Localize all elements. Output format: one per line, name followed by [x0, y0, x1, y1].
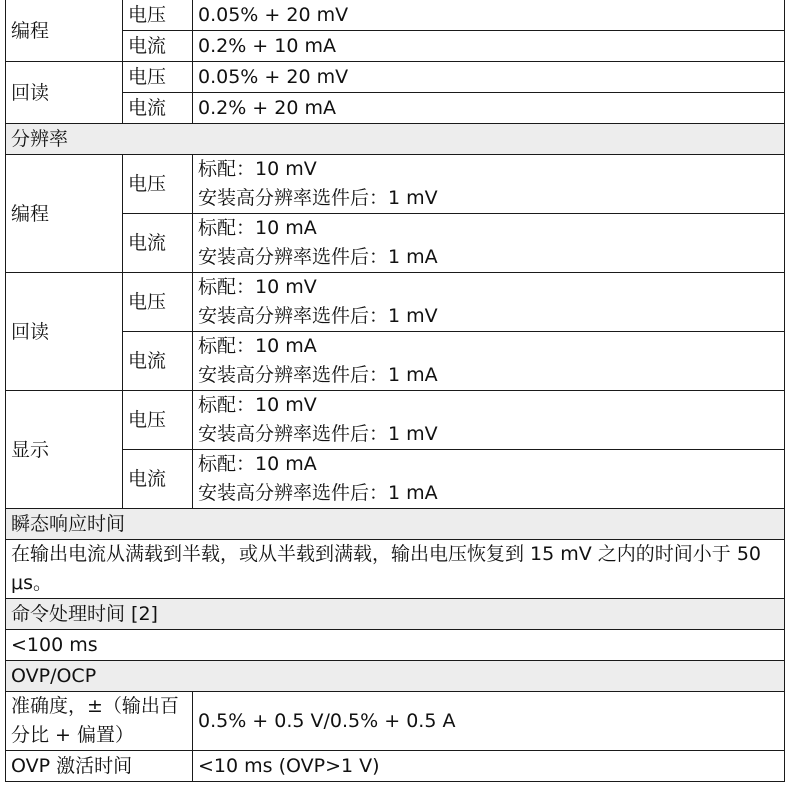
- voltage-label: 电压: [123, 391, 193, 450]
- section-title-command: 命令处理时间 [2]: [6, 599, 785, 630]
- voltage-label: 电压: [123, 0, 193, 31]
- option-value: 安装高分辨率选件后：1 mA: [198, 246, 438, 268]
- readback-current-accuracy: 0.2% + 20 mA: [193, 93, 785, 124]
- current-label: 电流: [123, 332, 193, 391]
- programming-voltage-accuracy: 0.05% + 20 mV: [193, 0, 785, 31]
- readback-voltage-accuracy: 0.05% + 20 mV: [193, 62, 785, 93]
- table-row: [6, 332, 785, 391]
- row-label-resolution-readback: 回读: [6, 273, 123, 391]
- section-header-row: [6, 661, 785, 692]
- current-label: 电流: [123, 93, 193, 124]
- current-label: 电流: [123, 31, 193, 62]
- standard-value: 标配：10 mV: [198, 394, 317, 416]
- resolution-value-cell: [193, 391, 785, 450]
- command-time-value: <100 ms: [6, 630, 785, 661]
- table-row: [6, 93, 785, 124]
- table-row: [6, 31, 785, 62]
- section-header-row: [6, 124, 785, 155]
- ovp-activation-value: <10 ms (OVP>1 V): [193, 751, 785, 782]
- section-title-ovp-ocp: OVP/OCP: [6, 661, 785, 692]
- row-label-programming: 编程: [6, 0, 123, 62]
- voltage-label: 电压: [123, 155, 193, 214]
- option-value: 安装高分辨率选件后：1 mV: [198, 423, 438, 445]
- table-row: [6, 214, 785, 273]
- option-value: 安装高分辨率选件后：1 mV: [198, 305, 438, 327]
- transient-description: 在输出电流从满载到半载，或从半载到满载，输出电压恢复到 15 mV 之内的时间小于 50 μs。: [6, 540, 785, 599]
- resolution-value-cell: [193, 214, 785, 273]
- table-row: [6, 391, 785, 450]
- row-label-resolution-programming: 编程: [6, 155, 123, 273]
- table-row: [6, 630, 785, 661]
- standard-value: 标配：10 mA: [198, 335, 317, 357]
- ovp-accuracy-label: 准确度，±（输出百分比 + 偏置）: [6, 692, 193, 751]
- table-row: [6, 0, 785, 31]
- standard-value: 标配：10 mV: [198, 158, 317, 180]
- option-value: 安装高分辨率选件后：1 mV: [198, 187, 438, 209]
- section-title-transient: 瞬态响应时间: [6, 509, 785, 540]
- voltage-label: 电压: [123, 273, 193, 332]
- standard-value: 标配：10 mV: [198, 276, 317, 298]
- option-value: 安装高分辨率选件后：1 mA: [198, 482, 438, 504]
- section-title-resolution: 分辨率: [6, 124, 785, 155]
- voltage-label: 电压: [123, 62, 193, 93]
- row-label-resolution-display: 显示: [6, 391, 123, 509]
- resolution-value-cell: [193, 273, 785, 332]
- section-header-row: [6, 509, 785, 540]
- programming-current-accuracy: 0.2% + 10 mA: [193, 31, 785, 62]
- current-label: 电流: [123, 450, 193, 509]
- standard-value: 标配：10 mA: [198, 453, 317, 475]
- resolution-value-cell: [193, 332, 785, 391]
- table-row: [6, 692, 785, 751]
- ovp-activation-label: OVP 激活时间: [6, 751, 193, 782]
- resolution-value-cell: [193, 450, 785, 509]
- ovp-accuracy-value: 0.5% + 0.5 V/0.5% + 0.5 A: [193, 692, 785, 751]
- current-label: 电流: [123, 214, 193, 273]
- row-label-readback: 回读: [6, 62, 123, 124]
- resolution-value-cell: [193, 155, 785, 214]
- table-row: [6, 450, 785, 509]
- option-value: 安装高分辨率选件后：1 mA: [198, 364, 438, 386]
- table-row: [6, 540, 785, 599]
- table-row: [6, 62, 785, 93]
- standard-value: 标配：10 mA: [198, 217, 317, 239]
- specifications-table: [5, 0, 785, 782]
- spec-sheet: [5, 0, 784, 782]
- table-row: [6, 273, 785, 332]
- table-row: [6, 751, 785, 782]
- section-header-row: [6, 599, 785, 630]
- table-row: [6, 155, 785, 214]
